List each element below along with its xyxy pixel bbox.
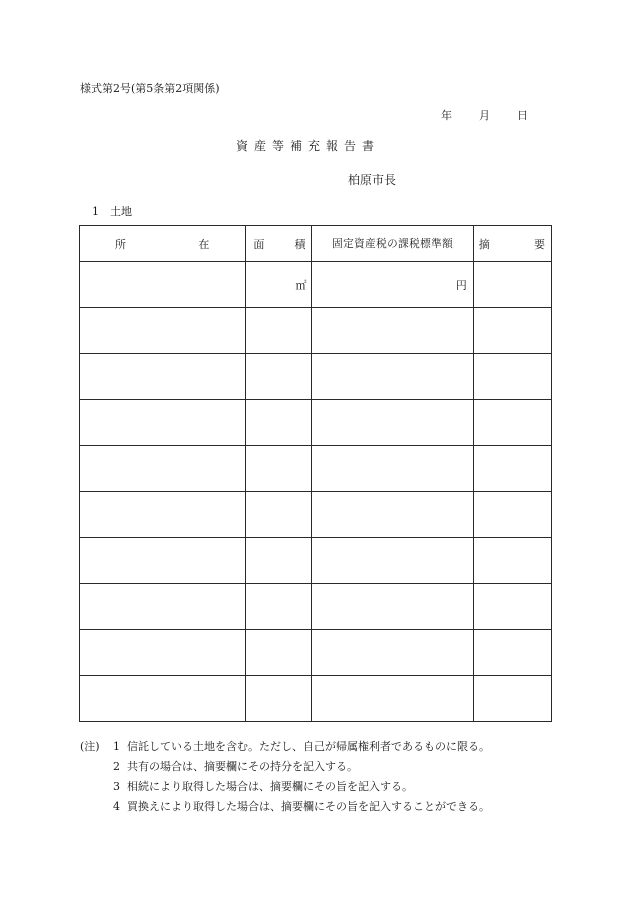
note-item xyxy=(80,777,490,797)
remarks-cell[interactable] xyxy=(473,538,551,584)
table-row xyxy=(80,308,552,354)
table-row xyxy=(80,584,552,630)
note-text: 買換えにより取得した場合は、摘要欄にその旨を記入することができる。 xyxy=(127,800,490,813)
note-text: 相続により取得した場合は、摘要欄にその旨を記入する。 xyxy=(127,780,413,793)
yen-unit: 円 xyxy=(455,278,467,292)
section-heading xyxy=(92,203,132,219)
note-item xyxy=(80,757,490,777)
remarks-cell[interactable] xyxy=(473,308,551,354)
area-cell[interactable] xyxy=(246,446,312,492)
note-item xyxy=(80,737,490,757)
date-line xyxy=(441,107,528,123)
table-row xyxy=(80,538,552,584)
header-remarks-char: 摘 xyxy=(478,237,490,251)
date-month-label: 月 xyxy=(479,109,490,122)
land-table xyxy=(79,225,552,722)
table-row xyxy=(80,492,552,538)
notes xyxy=(80,737,490,817)
remarks-cell[interactable] xyxy=(473,630,551,676)
tax-base-cell[interactable] xyxy=(312,492,473,538)
date-year-label: 年 xyxy=(441,109,452,122)
remarks-cell[interactable] xyxy=(473,262,551,308)
table-row xyxy=(80,400,552,446)
notes-prefix: (注) xyxy=(80,740,100,753)
remarks-cell[interactable] xyxy=(473,354,551,400)
header-remarks-char: 要 xyxy=(534,237,545,251)
table-header-row xyxy=(80,226,552,262)
header-area-char: 積 xyxy=(294,237,306,251)
location-cell[interactable] xyxy=(80,538,246,584)
location-cell[interactable] xyxy=(80,630,246,676)
table-row xyxy=(80,676,552,722)
tax-base-cell[interactable] xyxy=(312,584,473,630)
date-day-label: 日 xyxy=(517,109,528,122)
note-text: 共有の場合は、摘要欄にその持分を記入する。 xyxy=(127,760,358,773)
table-row xyxy=(80,354,552,400)
note-text: 信託している土地を含む。ただし、自己が帰属権利者であるものに限る。 xyxy=(127,740,490,753)
section-label: 土地 xyxy=(110,205,132,218)
note-number: 3 xyxy=(113,780,120,793)
area-cell[interactable] xyxy=(246,400,312,446)
area-cell[interactable] xyxy=(246,492,312,538)
area-cell[interactable] xyxy=(246,676,312,722)
area-cell[interactable] xyxy=(246,630,312,676)
table-row xyxy=(80,446,552,492)
note-number: 2 xyxy=(113,760,120,773)
note-number: 4 xyxy=(113,800,120,813)
header-tax-base-label: 固定資産税の課税標準額 xyxy=(332,238,454,250)
tax-base-cell[interactable] xyxy=(312,630,473,676)
tax-base-cell[interactable] xyxy=(312,400,473,446)
header-area-char: 面 xyxy=(253,237,265,251)
header-remarks xyxy=(473,226,551,262)
header-location-char: 所 xyxy=(115,237,126,251)
header-location xyxy=(80,226,246,262)
tax-base-cell[interactable] xyxy=(312,262,473,308)
area-cell[interactable] xyxy=(246,262,312,308)
recipient: 柏原市長 xyxy=(348,173,397,187)
table-row xyxy=(80,630,552,676)
area-cell[interactable] xyxy=(246,584,312,630)
remarks-cell[interactable] xyxy=(473,400,551,446)
document-title: 資産等補充報告書 xyxy=(236,139,381,153)
header-location-char: 在 xyxy=(198,237,210,251)
header-area xyxy=(246,226,312,262)
header-tax-base xyxy=(312,226,473,262)
note-number: 1 xyxy=(113,740,120,753)
location-cell[interactable] xyxy=(80,584,246,630)
location-cell[interactable] xyxy=(80,262,246,308)
remarks-cell[interactable] xyxy=(473,584,551,630)
area-unit: ㎡ xyxy=(295,278,307,292)
location-cell[interactable] xyxy=(80,308,246,354)
location-cell[interactable] xyxy=(80,492,246,538)
form-number: 様式第2号(第5条第2項関係) xyxy=(80,82,220,95)
area-cell[interactable] xyxy=(246,354,312,400)
tax-base-cell[interactable] xyxy=(312,538,473,584)
location-cell[interactable] xyxy=(80,676,246,722)
location-cell[interactable] xyxy=(80,354,246,400)
area-cell[interactable] xyxy=(246,308,312,354)
tax-base-cell[interactable] xyxy=(312,354,473,400)
tax-base-cell[interactable] xyxy=(312,676,473,722)
location-cell[interactable] xyxy=(80,400,246,446)
tax-base-cell[interactable] xyxy=(312,308,473,354)
remarks-cell[interactable] xyxy=(473,446,551,492)
section-number: 1 xyxy=(92,205,99,218)
location-cell[interactable] xyxy=(80,446,246,492)
area-cell[interactable] xyxy=(246,538,312,584)
table-row xyxy=(80,262,552,308)
remarks-cell[interactable] xyxy=(473,492,551,538)
remarks-cell[interactable] xyxy=(473,676,551,722)
tax-base-cell[interactable] xyxy=(312,446,473,492)
note-item xyxy=(80,797,490,817)
